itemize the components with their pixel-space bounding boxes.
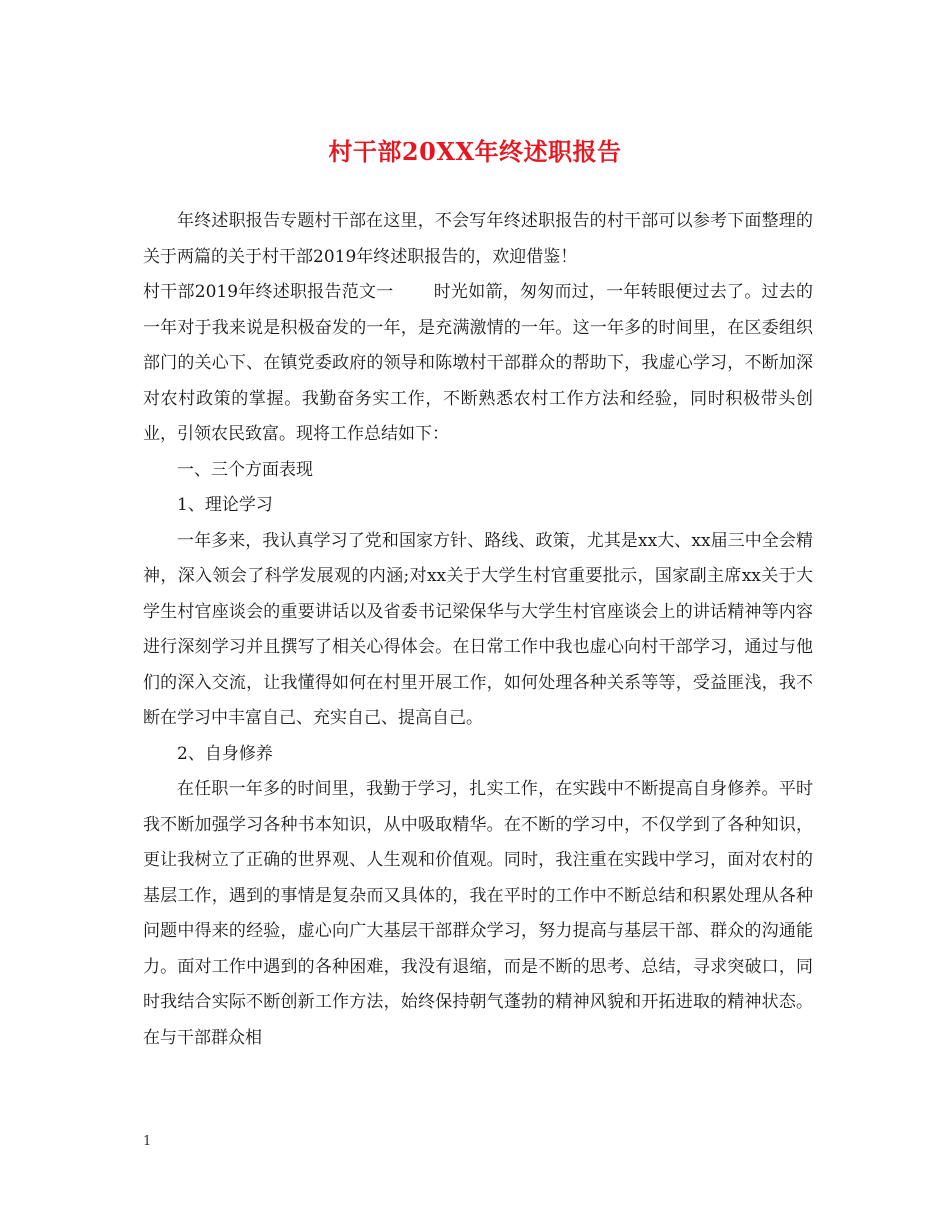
intro-paragraph: 年终述职报告专题村干部在这里，不会写年终述职报告的村干部可以参考下面整理的关于两篇的关于村干部2019年终述职报告的，欢迎借鉴！ — [143, 211, 813, 267]
section-heading-1: 一、三个方面表现 — [177, 459, 313, 480]
sample-heading: 村干部2019年终述职报告范文一 — [143, 282, 394, 302]
document-body — [143, 204, 813, 1056]
subsection-heading-2: 2、自身修养 — [177, 743, 273, 764]
sample-lead: 时光如箭，匆匆而过，一年转眼便过去了。过去的一年对于我来说是积极奋发的一年，是充满激情的一年。这一年多的时间里，在区委组织部门的关心下、在镇党委政府的领导和陈墩村干部群众的帮助下，我虚心学习，不断加深对农村政策的掌握。我勤奋务实工作，不断熟悉农村工作方法和经验，同时积极带头创业，引领农民致富。现将工作总结如下： — [143, 282, 814, 444]
subsection-1-paragraph: 一年多来，我认真学习了党和国家方针、路线、政策，尤其是xx大、xx届三中全会精神，深入领会了科学发展观的内涵;对xx关于大学生村官重要批示，国家副主席xx关于大学生村官座谈会的重要讲话以及省委书记梁保华与大学生村官座谈会上的讲话精神等内容进行深刻学习并且撰写了相关心得体会。在日常工作中我也虚心向村干部学习，通过与他们的深入交流，让我懂得如何在村里开展工作，如何处理各种关系等等，受益匪浅，我不断在学习中丰富自己、充实自己、提高自己。 — [143, 530, 813, 728]
subsection-2-paragraph: 在任职一年多的时间里，我勤于学习，扎实工作，在实践中不断提高自身修养。平时我不断加强学习各种书本知识，从中吸取精华。在不断的学习中，不仅学到了各种知识，更让我树立了正确的世界观、人生观和价值观。同时，我注重在实践中学习，面对农村的基层工作，遇到的事情是复杂而又具体的，我在平时的工作中不断总结和积累处理从各种问题中得来的经验，虚心向广大基层干部群众学习，努力提高与基层干部、群众的沟通能力。面对工作中遇到的各种困难，我没有退缩，而是不断的思考、总结，寻求突破口，同时我结合实际不断创新工作方法，始终保持朝气蓬勃的精神风貌和开拓进取的精神状态。在与干部群众相 — [143, 779, 813, 1048]
page-number: 1 — [143, 1134, 152, 1149]
document-title: 村干部20XX年终述职报告 — [328, 137, 622, 166]
sample-paragraph — [143, 275, 813, 453]
subsection-heading-1: 1、理论学习 — [177, 495, 273, 515]
